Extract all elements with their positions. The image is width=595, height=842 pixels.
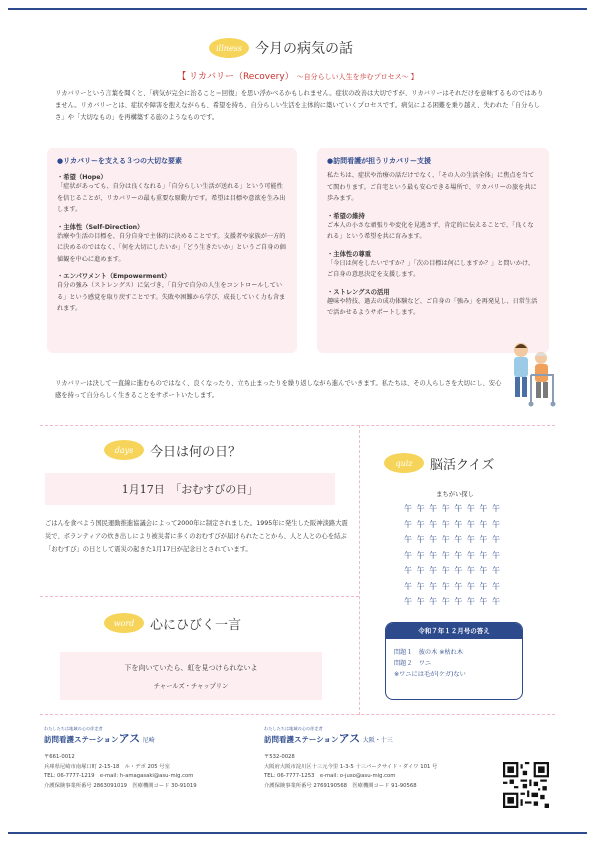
quiz-grid-cell[interactable]: 午 — [479, 566, 488, 575]
quiz-grid-cell[interactable]: 午 — [404, 550, 412, 560]
branch-name: 大阪・十三 — [362, 736, 393, 744]
quiz-grid-cell[interactable]: 午 — [491, 581, 500, 591]
answer-line: 問題１ 彼の木 ※枯れ木 — [394, 649, 464, 656]
item-head: ・ストレングスの活用 — [327, 288, 390, 296]
days-tag: days — [104, 440, 144, 460]
quiz-grid-cell[interactable]: 午 — [491, 519, 500, 529]
left-item — [57, 222, 287, 266]
bottom-rule — [8, 832, 587, 834]
quiz-grid-cell[interactable]: 午 — [454, 535, 463, 544]
quiz-grid-cell[interactable]: 午 — [429, 519, 438, 529]
divider-bottom — [40, 714, 555, 715]
quiz-grid-cell[interactable]: 午 — [404, 535, 412, 544]
days-title — [104, 440, 241, 460]
word-title — [104, 613, 241, 633]
office-amagasaki — [44, 724, 259, 791]
item-body: 趣味や特技、過去の成功体験など、ご自身の「強み」を再発見し、日常生活で活かせるようサポートします。 — [327, 297, 538, 316]
quiz-grid — [404, 503, 500, 612]
quiz-grid-cell[interactable]: 午 — [479, 504, 488, 513]
quiz-grid-cell[interactable]: 午 — [454, 504, 463, 513]
quiz-grid-row — [404, 519, 500, 535]
office-license: 介護保険事業所番号 2769190568 医療機関コード 91-90568 — [264, 782, 417, 789]
quiz-grid-cell[interactable]: 午 — [429, 504, 438, 513]
left-card — [47, 148, 297, 353]
qr-code-icon[interactable] — [503, 762, 549, 808]
quiz-grid-cell[interactable]: 午 — [491, 566, 500, 575]
quiz-grid-cell[interactable]: 午 — [416, 535, 425, 544]
quiz-grid-cell[interactable]: 午 — [404, 597, 412, 606]
right-item — [327, 287, 539, 319]
item-head: ・希望（Hope） — [57, 174, 107, 181]
item-body: 「症状があっても、自分は良くなれる」「自分らしい生活が送れる」という可能性を信じることが、リカバリーの最も重要な原動力です。希望は目標や意欲を生み出します。 — [57, 183, 286, 213]
illness-title — [209, 38, 353, 58]
quiz-grid-cell[interactable]: 午 — [441, 519, 450, 529]
quiz-grid-cell[interactable]: 午 — [416, 566, 425, 575]
quiz-grid-cell[interactable]: 午 — [441, 581, 450, 591]
illness-tag: illness — [209, 38, 249, 58]
right-card-heading: ●訪問看護が担うリカバリー支援 — [327, 157, 432, 165]
quiz-grid-cell[interactable]: 午 — [429, 597, 438, 606]
office-license: 介護保険事業所番号 2863091019 医療機関コード 30-91019 — [44, 782, 197, 789]
subtitle-tail: 〜自分らしい人生を歩むプロセス〜 】 — [296, 73, 418, 81]
item-body: 「今日は何をしたいですか？」「次の目標は何にしますか？」と問いかけ、ご自身の意思決定を支援します。 — [327, 259, 535, 278]
quiz-grid-cell[interactable]: 午 — [491, 535, 500, 544]
illness-heading: 今月の病気の話 — [255, 41, 353, 57]
divider-top — [40, 425, 555, 426]
brand-name: 訪問看護ステーション — [44, 734, 119, 744]
brand-mark: アス — [338, 731, 361, 745]
item-head: ・エンパワメント（Empowerment） — [57, 273, 171, 280]
office-address: 大阪府大阪市淀川区十三元今里 1-3-5 十三パークサイド・ダイワ 101 号 — [264, 763, 438, 770]
answer-header: 令和７年１２月号の答え — [386, 623, 522, 639]
quiz-grid-cell[interactable]: 午 — [441, 504, 450, 513]
quiz-grid-cell[interactable]: 午 — [404, 581, 412, 591]
office-juso — [264, 724, 500, 791]
quiz-grid-cell[interactable]: 午 — [441, 597, 450, 606]
illness-intro: リカバリーという言葉を聞くと、「病気が完全に治ること＝回復」を思い浮かべるかもしれません。症状の改善は大切ですが、リカバリーはそれだけを意味するものではありません。リカバリーとは、症状や障害を抱えながらも、希望を持ち、自分らしい生活を主体的に築いていくプロセスです。病気による困難を乗り越え、失われた「自分らしさ」や「大切なもの」を再構築する旅のようなものです。 — [55, 90, 544, 121]
brand-mark: アス — [118, 731, 141, 745]
quote-author: チャールズ・チャップリン — [153, 683, 229, 690]
answer-box — [385, 622, 523, 700]
left-item — [57, 271, 287, 315]
left-card-heading: ●リカバリーを支える３つの大切な要素 — [57, 157, 183, 165]
quiz-grid-cell[interactable]: 午 — [479, 535, 488, 544]
quiz-grid-cell[interactable]: 午 — [429, 550, 438, 560]
office-brand — [44, 731, 259, 746]
quiz-grid-cell[interactable]: 午 — [429, 581, 438, 591]
left-item — [57, 172, 287, 216]
quiz-grid-cell[interactable]: 午 — [466, 504, 475, 513]
subtitle-main: 【 リカバリー（Recovery） — [177, 72, 294, 82]
quiz-grid-cell[interactable]: 午 — [404, 519, 412, 529]
illness-subtitle — [0, 69, 595, 82]
item-head: ・主体性（Self-Direction） — [57, 223, 144, 231]
branch-name: 尼崎 — [142, 736, 155, 744]
quiz-grid-cell[interactable]: 午 — [466, 550, 475, 560]
answer-line: ※ワニには毛が(ケガ)ない — [394, 671, 466, 678]
quiz-title — [384, 453, 494, 473]
quiz-subtitle: まちがい探し — [436, 491, 474, 498]
date-box: 1月17日 「おむすびの日」 — [45, 473, 335, 505]
quiz-heading: 脳活クイズ — [430, 457, 495, 473]
quiz-grid-cell[interactable]: 午 — [466, 535, 475, 544]
quiz-grid-row — [404, 550, 500, 566]
quiz-grid-cell[interactable]: 午 — [491, 504, 500, 513]
right-card — [317, 148, 549, 353]
quiz-grid-cell[interactable]: 午 — [454, 597, 463, 606]
item-head: ・主体性の尊重 — [327, 250, 372, 258]
quiz-grid-cell[interactable]: 午 — [416, 504, 425, 513]
quiz-grid-cell[interactable]: 午 — [404, 504, 412, 513]
item-head: ・希望の維持 — [327, 212, 365, 220]
quote-box — [60, 652, 322, 700]
quiz-grid-cell[interactable]: 午 — [416, 519, 425, 529]
office-contact: TEL: 06-7777-1219 e-mail: h-amagasaki@asu-mig.com — [44, 773, 194, 779]
divider-middle — [40, 596, 359, 597]
right-item — [327, 249, 539, 281]
office-contact: TEL: 06-7777-1253 e-mail: o-juso@asu-mig.com — [264, 773, 396, 779]
quiz-grid-cell[interactable]: 午 — [466, 566, 475, 575]
quiz-grid-cell[interactable]: 午 — [441, 550, 450, 560]
quiz-grid-cell[interactable]: 午 — [479, 581, 488, 591]
quiz-grid-cell[interactable]: 午 — [416, 581, 425, 591]
item-body: 治療や生活の目標を、自分自身で主体的に決めることです。支援者や家族が一方的に決めるのではなく、「何を大切にしたいか」「どう生きたいか」というご自身の価値観を中心に進めます。 — [57, 232, 286, 263]
quiz-grid-cell[interactable]: 午 — [466, 519, 475, 529]
office-postal: 〒661-0012 — [44, 754, 75, 760]
quiz-grid-row — [404, 534, 500, 550]
quote-text: 下を向いていたら、虹を見つけられないよ — [124, 664, 258, 672]
quiz-grid-cell[interactable]: 午 — [404, 566, 412, 575]
illness-closing: リカバリーは決して一直線に進むものではなく、良くなったり、立ち止まったりを繰り返しながら進んでいきます。私たちは、その人らしさを大切にし、安心感を持って自分らしく生きることをサポートいたします。 — [55, 380, 502, 399]
top-rule — [8, 8, 587, 10]
word-heading: 心にひびく一言 — [150, 617, 242, 633]
quiz-grid-cell[interactable]: 午 — [479, 597, 488, 606]
quiz-grid-cell[interactable]: 午 — [441, 566, 450, 575]
office-address: 兵庫県尼崎市南塚口町 2-15-18 ル・デポ 205 号室 — [44, 763, 170, 770]
item-body: 自分の強み（ストレングス）に気づき、「自分で自分の人生をコントロールしている」という感覚を取り戻すことです。失敗や困難から学び、成長していく力も含まれます。 — [57, 282, 286, 312]
quiz-grid-row — [404, 581, 500, 597]
quiz-grid-row — [404, 596, 500, 612]
quiz-grid-cell[interactable]: 午 — [416, 550, 425, 560]
right-item — [327, 211, 539, 243]
item-body: ご本人の小さな頑張りや変化を見逃さず、肯定的に伝えることで、「良くなれる」という希望を共に育みます。 — [327, 221, 534, 240]
quiz-grid-cell[interactable]: 午 — [416, 597, 425, 606]
quiz-grid-cell[interactable]: 午 — [479, 519, 488, 529]
quiz-grid-cell[interactable]: 午 — [466, 581, 475, 591]
quiz-grid-cell[interactable]: 午 — [454, 550, 463, 560]
days-body: ごはんを食べよう国民運動推進協議会によって2000年に制定されました。1995年に発生した阪神淡路大震災で、ボランティアの炊き出しにより被災者に多くのおむすびが届けられたことから、人と人との心を結ぶ「おむすび」の日として震災の起きた1月17日が記念日とされています。 — [45, 520, 348, 553]
quiz-grid-cell[interactable]: 午 — [454, 581, 463, 591]
days-heading: 今日は何の日？ — [150, 444, 242, 460]
quiz-grid-cell[interactable]: 午 — [466, 597, 475, 606]
divider-vertical — [359, 425, 360, 715]
answer-body — [386, 639, 522, 688]
right-card-lead: 私たちは、症状や治療の話だけでなく、「その人の生活全体」に焦点を当てて関わります。ご自宅という最も安心できる場所で、リカバリーの旅を共に歩みます。 — [327, 172, 537, 202]
quiz-grid-row — [404, 503, 500, 519]
office-postal: 〒532-0028 — [264, 754, 295, 760]
quiz-grid-cell[interactable]: 午 — [441, 535, 450, 544]
quiz-grid-cell[interactable]: 午 — [479, 550, 488, 560]
brand-name: 訪問看護ステーション — [264, 734, 339, 744]
quiz-grid-cell[interactable]: 午 — [429, 535, 438, 544]
answer-line: 問題２ ワニ — [394, 660, 432, 667]
office-tagline: わたしたちは地域の心の伴走者 — [44, 726, 103, 731]
quiz-grid-cell[interactable]: 午 — [429, 566, 438, 575]
quiz-tag: quiz — [384, 453, 424, 473]
word-tag: word — [104, 613, 144, 633]
quiz-grid-cell[interactable]: 午 — [454, 519, 463, 529]
quiz-grid-cell[interactable]: 午 — [454, 566, 463, 575]
quiz-grid-cell[interactable]: 午 — [491, 550, 500, 560]
office-tagline: わたしたちは地域の心の伴走者 — [264, 726, 323, 731]
caregiver-illustration-icon — [507, 340, 557, 410]
quiz-grid-row — [404, 565, 500, 581]
office-brand — [264, 731, 500, 746]
quiz-grid-cell[interactable]: 午 — [491, 597, 500, 606]
